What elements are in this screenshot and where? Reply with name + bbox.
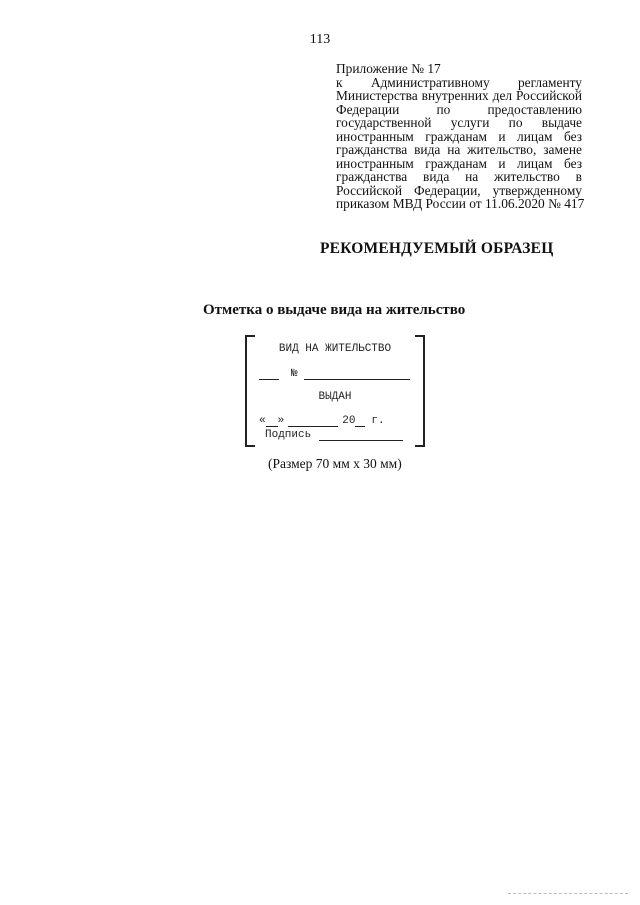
year-suffix: г.: [371, 415, 385, 427]
number-sign: №: [291, 368, 298, 380]
stamp-corner: [245, 445, 255, 447]
day-blank: [266, 416, 278, 427]
appendix-line: Российской Федерации, утвержденному: [336, 182, 582, 198]
page-number: 113: [309, 32, 331, 47]
size-note: (Размер 70 мм x 30 мм): [268, 456, 402, 471]
series-blank: [259, 369, 279, 380]
appendix-line: государственной услуги по выдаче: [336, 115, 582, 130]
appendix-header: [336, 61, 585, 211]
number-blank: [304, 369, 410, 380]
appendix-line: гражданства вида на жительство, замене: [336, 142, 582, 157]
signature-blank: [319, 430, 403, 441]
stamp-date-row: [259, 415, 385, 427]
residence-permit-stamp: [245, 335, 425, 447]
appendix-line: иностранным гражданам и лицам без: [336, 155, 582, 171]
year-prefix: 20: [342, 415, 356, 427]
appendix-line: Приложение № 17: [336, 61, 441, 76]
open-quote: «: [259, 415, 266, 427]
appendix-line: иностранным гражданам и лицам без: [336, 128, 582, 144]
scan-artifact-line: [508, 893, 628, 894]
sample-title: РЕКОМЕНДУЕМЫЙ ОБРАЗЕЦ: [320, 240, 554, 257]
year-blank: [355, 416, 365, 427]
stamp-corner: [245, 335, 255, 337]
stamp-issued: ВЫДАН: [318, 391, 352, 403]
stamp-corner: [415, 335, 425, 337]
appendix-line: Федерации по предоставлению: [336, 101, 582, 117]
month-blank: [288, 416, 338, 427]
stamp-number-row: [259, 368, 419, 380]
stamp-signature-row: [265, 429, 403, 441]
signature-label: Подпись: [265, 429, 312, 441]
stamp-heading: ВИД НА ЖИТЕЛЬСТВО: [278, 343, 392, 355]
close-quote: »: [277, 415, 285, 427]
section-title: Отметка о выдаче вида на жительство: [203, 302, 466, 318]
appendix-line: к Административному регламенту: [336, 74, 582, 90]
stamp-corner: [415, 445, 425, 447]
appendix-line: приказом МВД России от 11.06.2020 № 417: [336, 196, 585, 211]
appendix-line: Министерства внутренних дел Российской: [336, 88, 582, 103]
appendix-line: гражданства вида на жительство в: [336, 169, 582, 184]
